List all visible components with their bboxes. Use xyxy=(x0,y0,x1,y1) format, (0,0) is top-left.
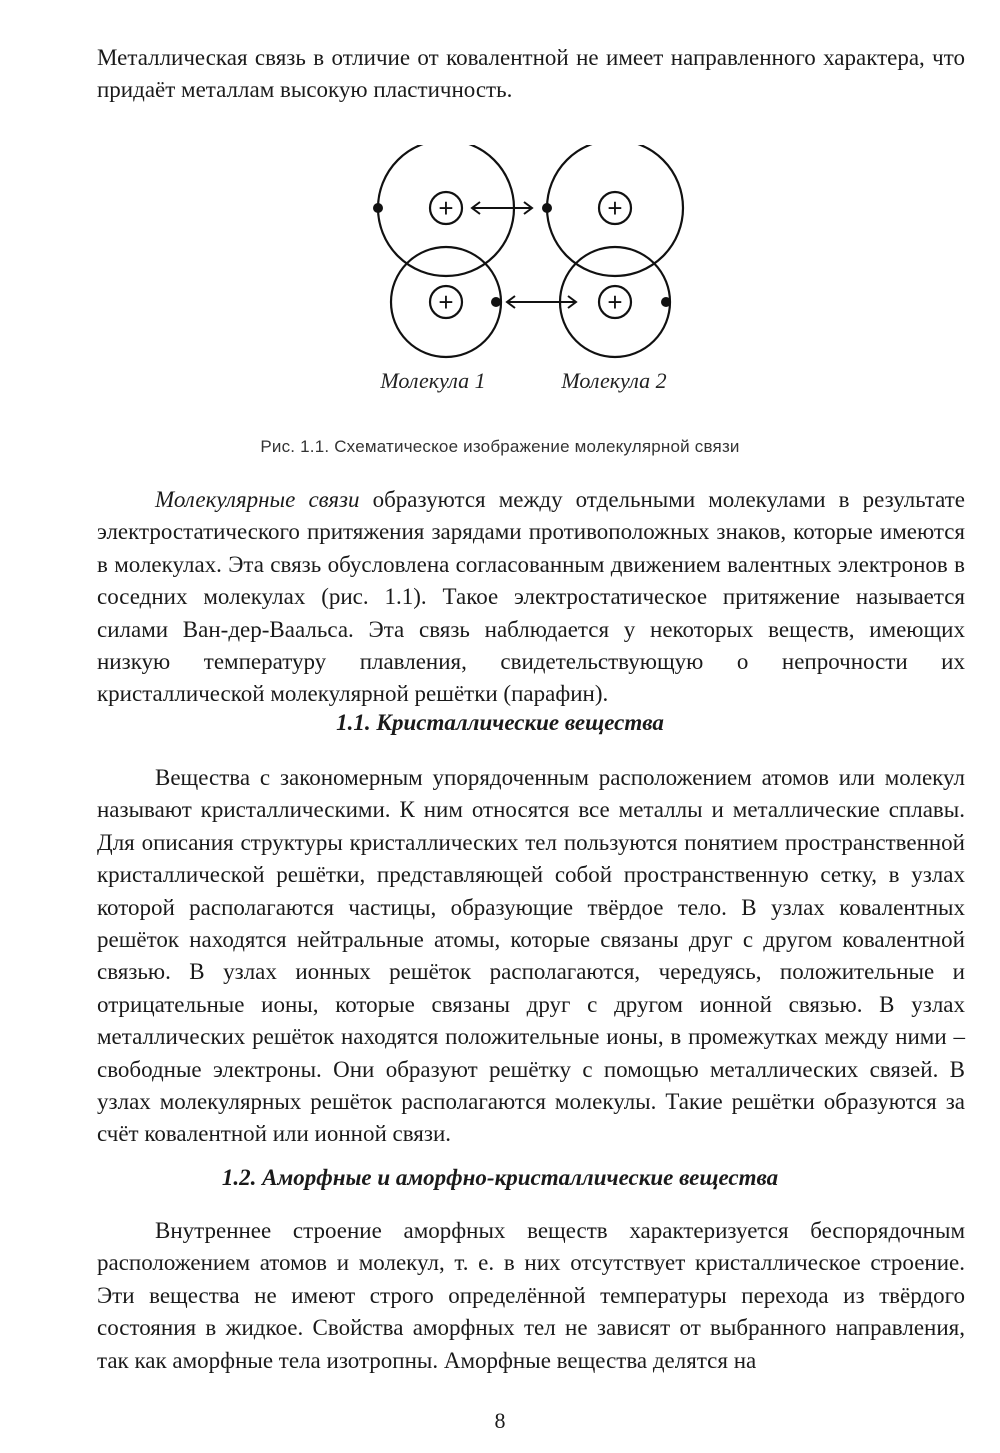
section-heading-crystalline: 1.1. Кристаллические вещества xyxy=(336,710,664,735)
electron-dot xyxy=(661,297,671,307)
electron-dot xyxy=(542,203,552,213)
crystalline-paragraph: Вещества с закономерным упорядоченным расположением атомов или молекул называют кристаллическими. К ним относятся все металлы и металлические сплавы. Для описания структуры кристаллических тел пользуются понятием пространственной кристаллической решётки, представляющей собой пространственную сетку, в узлах которой располагаются частицы, образующие твёрдое тело. В узлах ковалентных решёток находятся нейтральные атомы, которые связаны друг с другом ковалентной связью. В узлах ионных решёток располагаются, чередуясь, положительные и отрицательные ионы, которые связаны друг с другом ионной связью. В узлах металлических решёток находятся положительные ионы, в промежутках между ними – свободные электроны. Они образуют решётку с помощью металлических связей. В узлах молекулярных решёток располагаются молекулы. Такие решётки образуются за счёт ковалентной или ионной связи. xyxy=(97,765,965,1147)
electron-dot xyxy=(491,297,501,307)
electron-dot xyxy=(373,203,383,213)
molecule-2-label: Молекула 2 xyxy=(561,368,667,393)
molecular-bond-figure xyxy=(360,145,690,405)
figure-caption: Рис. 1.1. Схематическое изображение молекулярной связи xyxy=(260,437,740,456)
intro-paragraph: Металлическая связь в отличие от ковалентной не имеет направленного характера, что придаёт металлам высокую пластичность. xyxy=(97,45,965,103)
molecule-1-label: Молекула 1 xyxy=(380,368,486,393)
plus-sign: + xyxy=(607,193,623,223)
amorphous-paragraph: Внутреннее строение аморфных веществ характеризуется беспорядочным расположением атомов и молекул, т. е. в них отсутствует кристаллическое строение. Эти вещества не имеют строго определённой температуры перехода из твёрдого состояния в жидкое. Свойства аморфных тел не зависят от выбранного направления, так как аморфные тела изотропны. Аморфные вещества делятся на xyxy=(97,1218,965,1373)
molecular-bonds-paragraph xyxy=(97,484,965,711)
plus-sign: + xyxy=(438,193,454,223)
term-molecular-bonds: Молекулярные связи xyxy=(155,487,360,512)
section-heading-amorphous: 1.2. Аморфные и аморфно-кристаллические вещества xyxy=(221,1165,779,1190)
molecular-bonds-text: образуются между отдельными молекулами в результате электростатического притяжения зарядами противоположных знаков, которые имеются в молекулах. Эта связь обусловлена согласованным движением валентных электронов в соседних молекулах (рис. 1.1). Такое электростатическое притяжение называется силами Ван-дер-Ваальса. Эта связь наблюдается у некоторых веществ, имеющих низкую температуру плавления, свидетельствующую о непрочности их кристаллической молекулярной решётки (парафин). xyxy=(97,487,965,707)
plus-sign: + xyxy=(607,287,623,317)
page-number: 8 xyxy=(494,1408,506,1433)
plus-sign: + xyxy=(438,287,454,317)
